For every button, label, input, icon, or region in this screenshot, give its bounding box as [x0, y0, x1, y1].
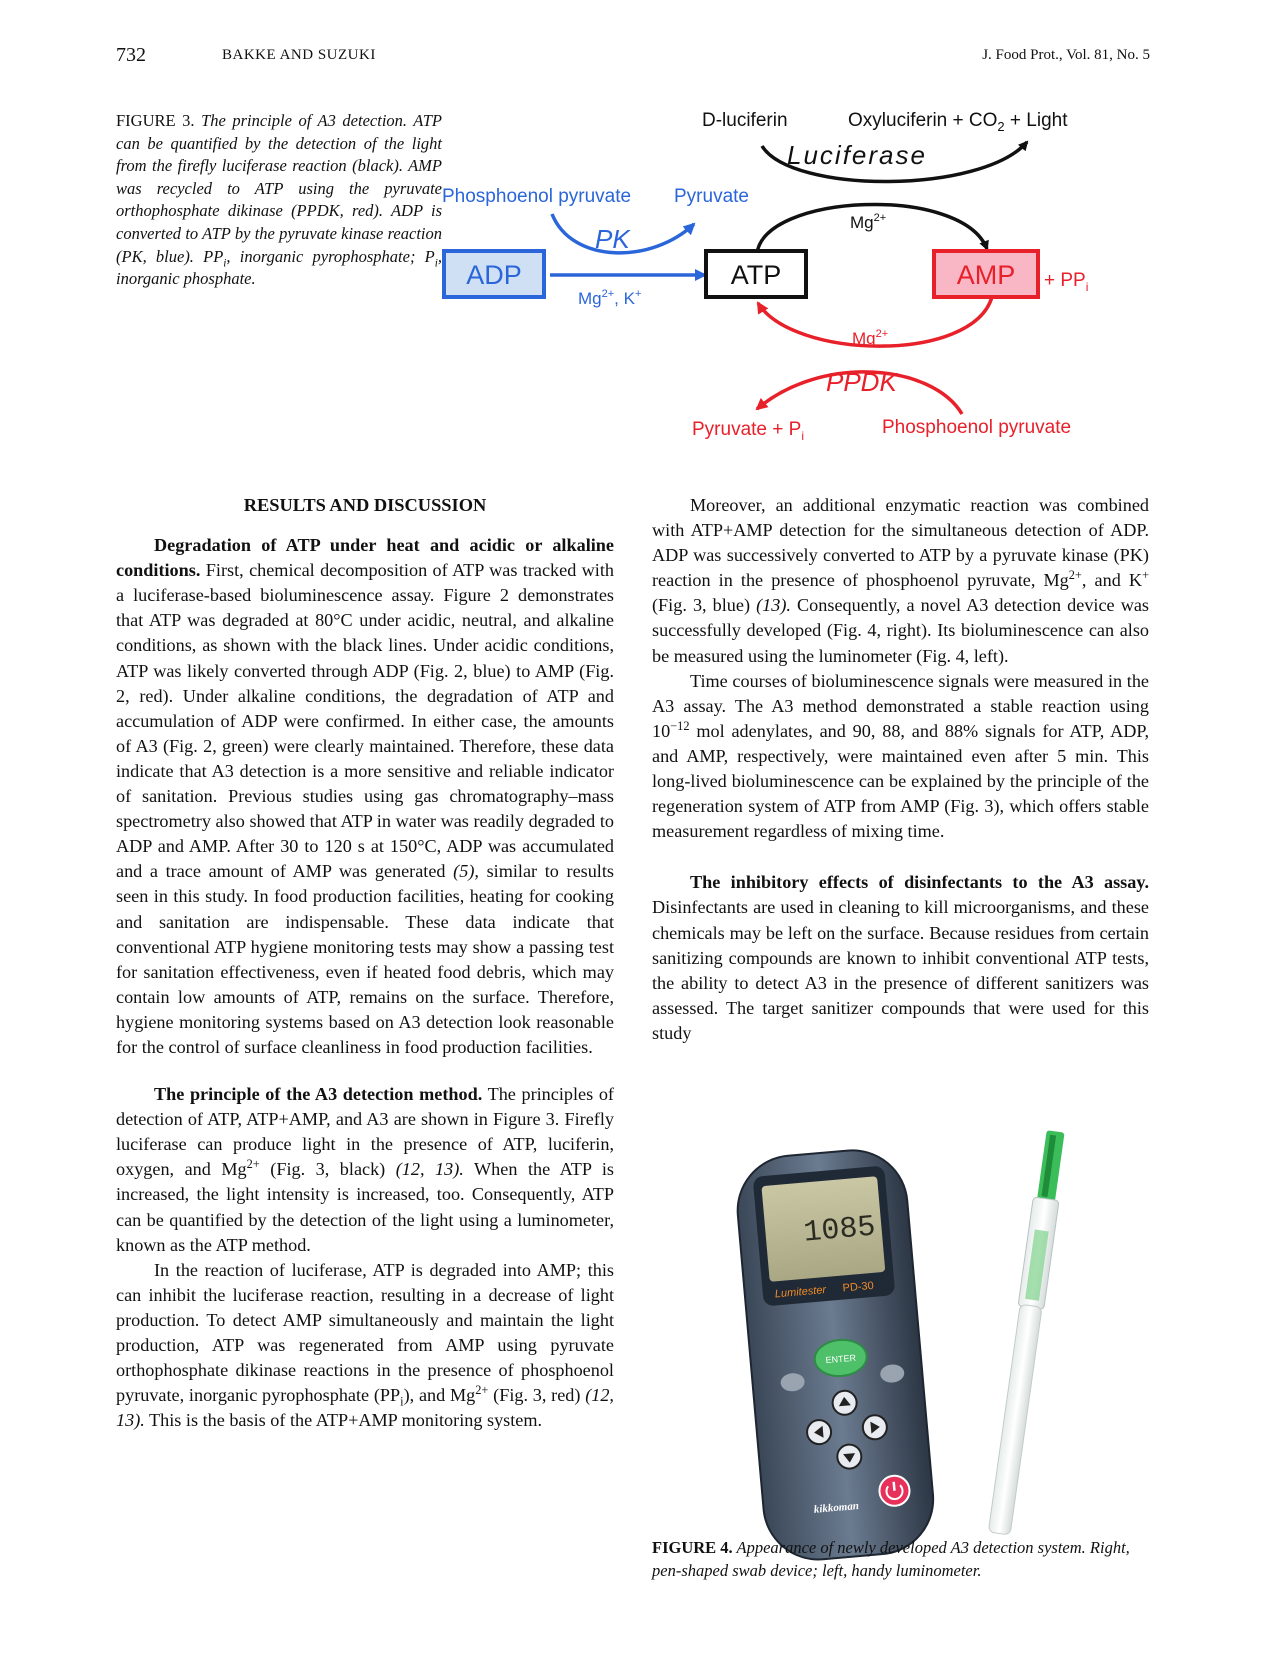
d-luciferin-label: D-luciferin — [702, 110, 788, 131]
subscript: i — [400, 1394, 404, 1409]
pyruvate-pi-label: Pyruvate + $P_i$ — [692, 419, 804, 443]
paragraph-text: In the reaction of luciferase, ATP is degraded into AMP; this can inhibit the luciferase reaction, resulting in a decrease of light production. To detect AMP simultaneously and maintain the light production, ATP was regenerated from AMP using pyruvate orthophosphate dikinase reactions in the presence of phosphoenol pyruvate, inorganic pyrophosphate (PP — [116, 1259, 614, 1406]
paragraph-text: (Fig. 3, black) — [259, 1159, 396, 1180]
figure3-diagram — [442, 104, 1162, 474]
maker-logo: kikkoman — [813, 1499, 860, 1516]
mg-bottom-label: $Mg^{2+}$ — [852, 328, 889, 348]
page-number: 732 — [116, 44, 146, 66]
pk-label: PK — [595, 224, 630, 254]
reference-link[interactable]: (12, 13). — [395, 1159, 464, 1180]
amp-label: AMP — [956, 260, 1016, 290]
superscript: + — [1142, 568, 1149, 583]
figure4-caption-text: Appearance of newly developed A3 detection system. Right, pen-shaped swab device; left, handy luminometer. — [652, 1538, 1130, 1580]
paragraph-principle — [116, 1082, 614, 1258]
figure4-photo — [730, 1140, 1150, 1560]
luminometer-device — [733, 1146, 938, 1564]
caption-subscript: i — [223, 256, 227, 269]
ppi-label: + $PP_i$ — [1044, 270, 1089, 294]
superscript: −12 — [670, 718, 690, 733]
paragraph-text: mol adenylates, and 90, 88, and 88% signals for ATP, ADP, and AMP, respectively, were maintained even after 5 min. This long-lived bioluminescence can be explained by the principle of the regeneration system of ATP from AMP (Fig. 3), which offers stable measurement regardless of mixing time. — [652, 720, 1149, 842]
figure3-caption — [116, 110, 442, 291]
mg-k-label: $Mg^{2+}$, K+ — [578, 288, 642, 308]
paragraph-text: ), and Mg — [403, 1385, 476, 1406]
atp-label: ATP — [730, 260, 782, 290]
journal-citation: J. Food Prot., Vol. 81, No. 5 — [982, 47, 1150, 63]
lcd-reading: 1085 — [802, 1210, 877, 1251]
reference-link[interactable]: (5), — [453, 861, 479, 882]
figure4-label: FIGURE 4. — [652, 1538, 733, 1557]
paragraph-heading: Degradation of ATP under heat and acidic or alkaline conditions. — [116, 535, 614, 581]
paragraph-text: Consequently, a novel A3 detection device was successfully developed (Fig. 4, right). Its bioluminescence can also be measured using the luminometer (Fig. 4, left). — [652, 595, 1149, 666]
paragraph-degradation — [116, 533, 614, 1060]
paragraph-disinfectants — [652, 870, 1149, 1046]
right-column — [652, 493, 1149, 1046]
figure3-label: FIGURE 3. — [116, 111, 195, 130]
pyruvate-top-label: Pyruvate — [674, 186, 749, 207]
superscript: 2+ — [1068, 568, 1082, 583]
paragraph-text: similar to results seen in this study. In food production facilities, heating for cooking and sanitation are indispensable. These data indicate that conventional ATP hygiene monitoring tests may show a passing test for sanitation effectiveness, even if heated food debris, which may contain low amounts of ATP, remains on the surface. Therefore, hygiene monitoring systems based on A3 detection look reasonable for the control of surface cleanliness in food production facilities. — [116, 861, 614, 1057]
pep-top-label: Phosphoenol pyruvate — [442, 186, 632, 207]
superscript: 2+ — [475, 1383, 489, 1398]
superscript: 2+ — [246, 1157, 260, 1172]
device-brand: Lumitester — [774, 1284, 827, 1301]
enter-button-label: ENTER — [825, 1352, 857, 1366]
paragraph-text: Moreover, an additional enzymatic reaction was combined with ATP+AMP detection for the simultaneous detection of ADP. ADP was successively converted to ATP by a pyruvate kinase (PK) reaction in the presence of phosphoenol pyruvate, Mg — [652, 495, 1149, 591]
paragraph-text: The principles of detection of ATP, ATP+AMP, and A3 are shown in Figure 3. Firefly luciferase can produce light in the presence of ATP, luciferin, oxygen, and Mg — [116, 1084, 614, 1180]
paragraph-text: (Fig. 3, red) — [488, 1385, 586, 1406]
caption-text-end: , inorganic phosphate. — [116, 246, 442, 289]
paragraph-luciferase — [116, 1258, 614, 1434]
device-model: PD-30 — [842, 1279, 875, 1295]
oxyluciferin-label: Oxyluciferin + $CO_2$ + Light — [848, 110, 1068, 134]
caption-text-mid: , inorganic pyrophosphate; P — [226, 246, 435, 266]
paragraph-text: Time courses of bioluminescence signals were measured in the A3 assay. The A3 method demonstrated a stable reaction using 10 — [652, 670, 1149, 741]
paragraph-heading: The principle of the A3 detection method. — [154, 1084, 483, 1105]
pep-bottom-label: Phosphoenol pyruvate — [882, 417, 1072, 438]
swab-pen-device — [986, 1130, 1068, 1536]
section-title: RESULTS AND DISCUSSION — [243, 495, 487, 515]
running-authors: BAKKE AND SUZUKI — [222, 47, 376, 63]
paragraph-text: First, chemical decomposition of ATP was tracked with a luciferase-based bioluminescence assay. Figure 2 demonstrates that ATP was degraded at 80°C under acidic, neutral, and alkaline conditions, as shown with the black lines. Under acidic conditions, ATP was likely converted through ADP (Fig. 2, blue) to AMP (Fig. 2, red). Under alkaline conditions, the degradation of ATP and accumulation of ADP were confirmed. In either case, the amounts of A3 (Fig. 2, green) were clearly maintained. Therefore, these data indicate that A3 detection is a more sensitive and reliable indicator of sanitation. Previous studies using gas chromatography–mass spectrometry also showed that ATP in water was readily degraded to ADP and AMP. After 30 to 120 s at 150°C, ADP was accumulated and a trace amount of AMP was generated — [116, 560, 614, 882]
mg-top-label: $Mg^{2+}$ — [850, 212, 887, 232]
left-column — [116, 493, 614, 1433]
reference-link[interactable]: (12, 13). — [116, 1385, 614, 1431]
paragraph-heading: The inhibitory effects of disinfectants to the A3 assay. — [690, 872, 1149, 893]
figure3-caption-text: The principle of A3 detection. ATP can be quantified by the detection of the light from the firefly luciferase reaction (black). AMP was recycled to ATP using the pyruvate orthophosphate dikinase (PPDK, red). ADP is converted to ATP by the pyruvate kinase reaction (PK, blue). PP — [116, 111, 442, 266]
luciferase-label: Luciferase — [787, 140, 927, 170]
paragraph-text: , and K — [1081, 570, 1143, 591]
reference-link[interactable]: (13). — [756, 595, 791, 616]
paragraph-text: This is the basis of the ATP+AMP monitoring system. — [144, 1410, 543, 1431]
paragraph-text: When the ATP is increased, the light intensity is increased, too. Consequently, ATP can be quantified by the detection of the light using a luminometer, known as the ATP method. — [116, 1159, 614, 1255]
paragraph-text: Disinfectants are used in cleaning to kill microorganisms, and these chemicals may be left on the surface. Because residues from certain sanitizing compounds are known to inhibit conventional ATP tests, the ability to detect A3 in the presence of different sanitizers was assessed. The target sanitizer compounds that were used for this study — [652, 897, 1149, 1043]
page-header — [116, 44, 1150, 74]
caption-subscript: i — [434, 256, 438, 269]
paragraph-text: (Fig. 3, blue) — [652, 595, 757, 616]
paragraph-adp-detection — [652, 493, 1149, 669]
ppdk-label: PPDK — [826, 367, 897, 397]
paragraph-time-courses — [652, 669, 1149, 845]
figure4-caption — [652, 1536, 1152, 1582]
adp-label: ADP — [466, 260, 522, 290]
